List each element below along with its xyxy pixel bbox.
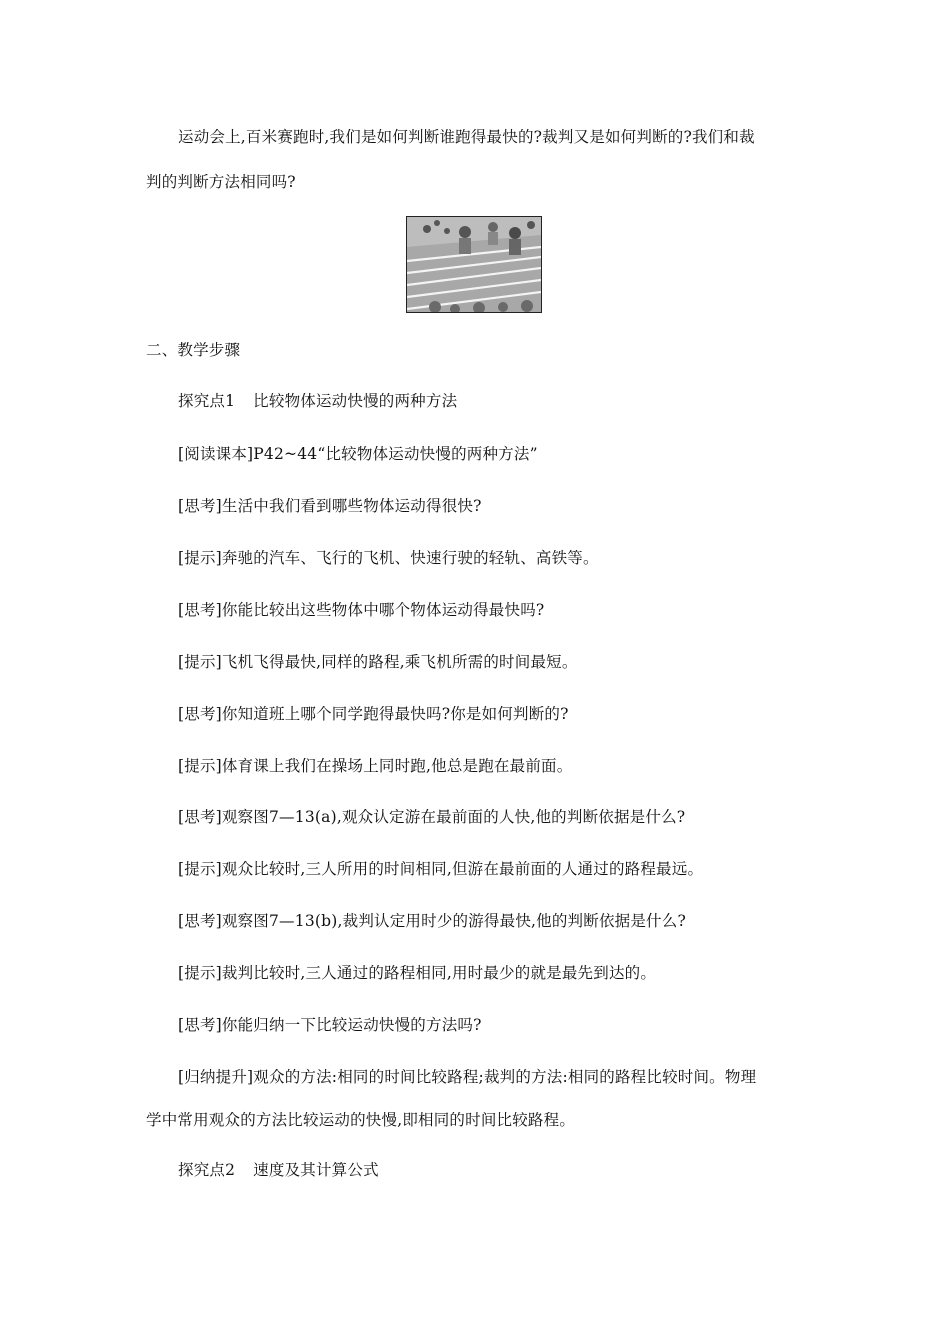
paragraph-think-5: [思考]观察图7—13(b),裁判认定用时少的游得最快,他的判断依据是什么?	[178, 912, 686, 930]
race-illustration-drawing	[407, 217, 541, 312]
paragraph-hint-2: [提示]飞机飞得最快,同样的路程,乘飞机所需的时间最短。	[178, 653, 578, 671]
summary-line-2: 学中常用观众的方法比较运动的快慢,即相同的时间比较路程。	[146, 1111, 576, 1129]
point-2-label: 探究点2	[178, 1161, 236, 1179]
point-2-heading	[178, 1160, 379, 1180]
race-illustration	[406, 216, 542, 313]
section-heading: 二、教学步骤	[146, 341, 241, 359]
paragraph-hint-3: [提示]体育课上我们在操场上同时跑,他总是跑在最前面。	[178, 757, 573, 775]
paragraph-hint-4: [提示]观众比较时,三人所用的时间相同,但游在最前面的人通过的路程最远。	[178, 860, 704, 878]
paragraph-think-4: [思考]观察图7—13(a),观众认定游在最前面的人快,他的判断依据是什么?	[178, 808, 686, 826]
intro-line-1: 运动会上,百米赛跑时,我们是如何判断谁跑得最快的?裁判又是如何判断的?我们和裁	[178, 128, 755, 146]
point-2-title: 速度及其计算公式	[253, 1161, 379, 1179]
paragraph-think-6: [思考]你能归纳一下比较运动快慢的方法吗?	[178, 1016, 482, 1034]
paragraph-think-3: [思考]你知道班上哪个同学跑得最快吗?你是如何判断的?	[178, 705, 569, 723]
point-1-heading	[178, 391, 457, 411]
summary-line-1: [归纳提升]观众的方法:相同的时间比较路程;裁判的方法:相同的路程比较时间。物理	[178, 1068, 757, 1086]
paragraph-hint-5: [提示]裁判比较时,三人通过的路程相同,用时最少的就是最先到达的。	[178, 964, 657, 982]
point-1-title: 比较物体运动快慢的两种方法	[253, 392, 458, 410]
paragraph-think-1: [思考]生活中我们看到哪些物体运动得很快?	[178, 497, 482, 515]
point-1-label: 探究点1	[178, 392, 236, 410]
paragraph-reading: [阅读课本]P42~44“比较物体运动快慢的两种方法”	[178, 445, 538, 463]
paragraph-hint-1: [提示]奔驰的汽车、飞行的飞机、快速行驶的轻轨、高铁等。	[178, 549, 599, 567]
intro-line-2: 判的判断方法相同吗?	[146, 173, 296, 191]
paragraph-think-2: [思考]你能比较出这些物体中哪个物体运动得最快吗?	[178, 601, 545, 619]
